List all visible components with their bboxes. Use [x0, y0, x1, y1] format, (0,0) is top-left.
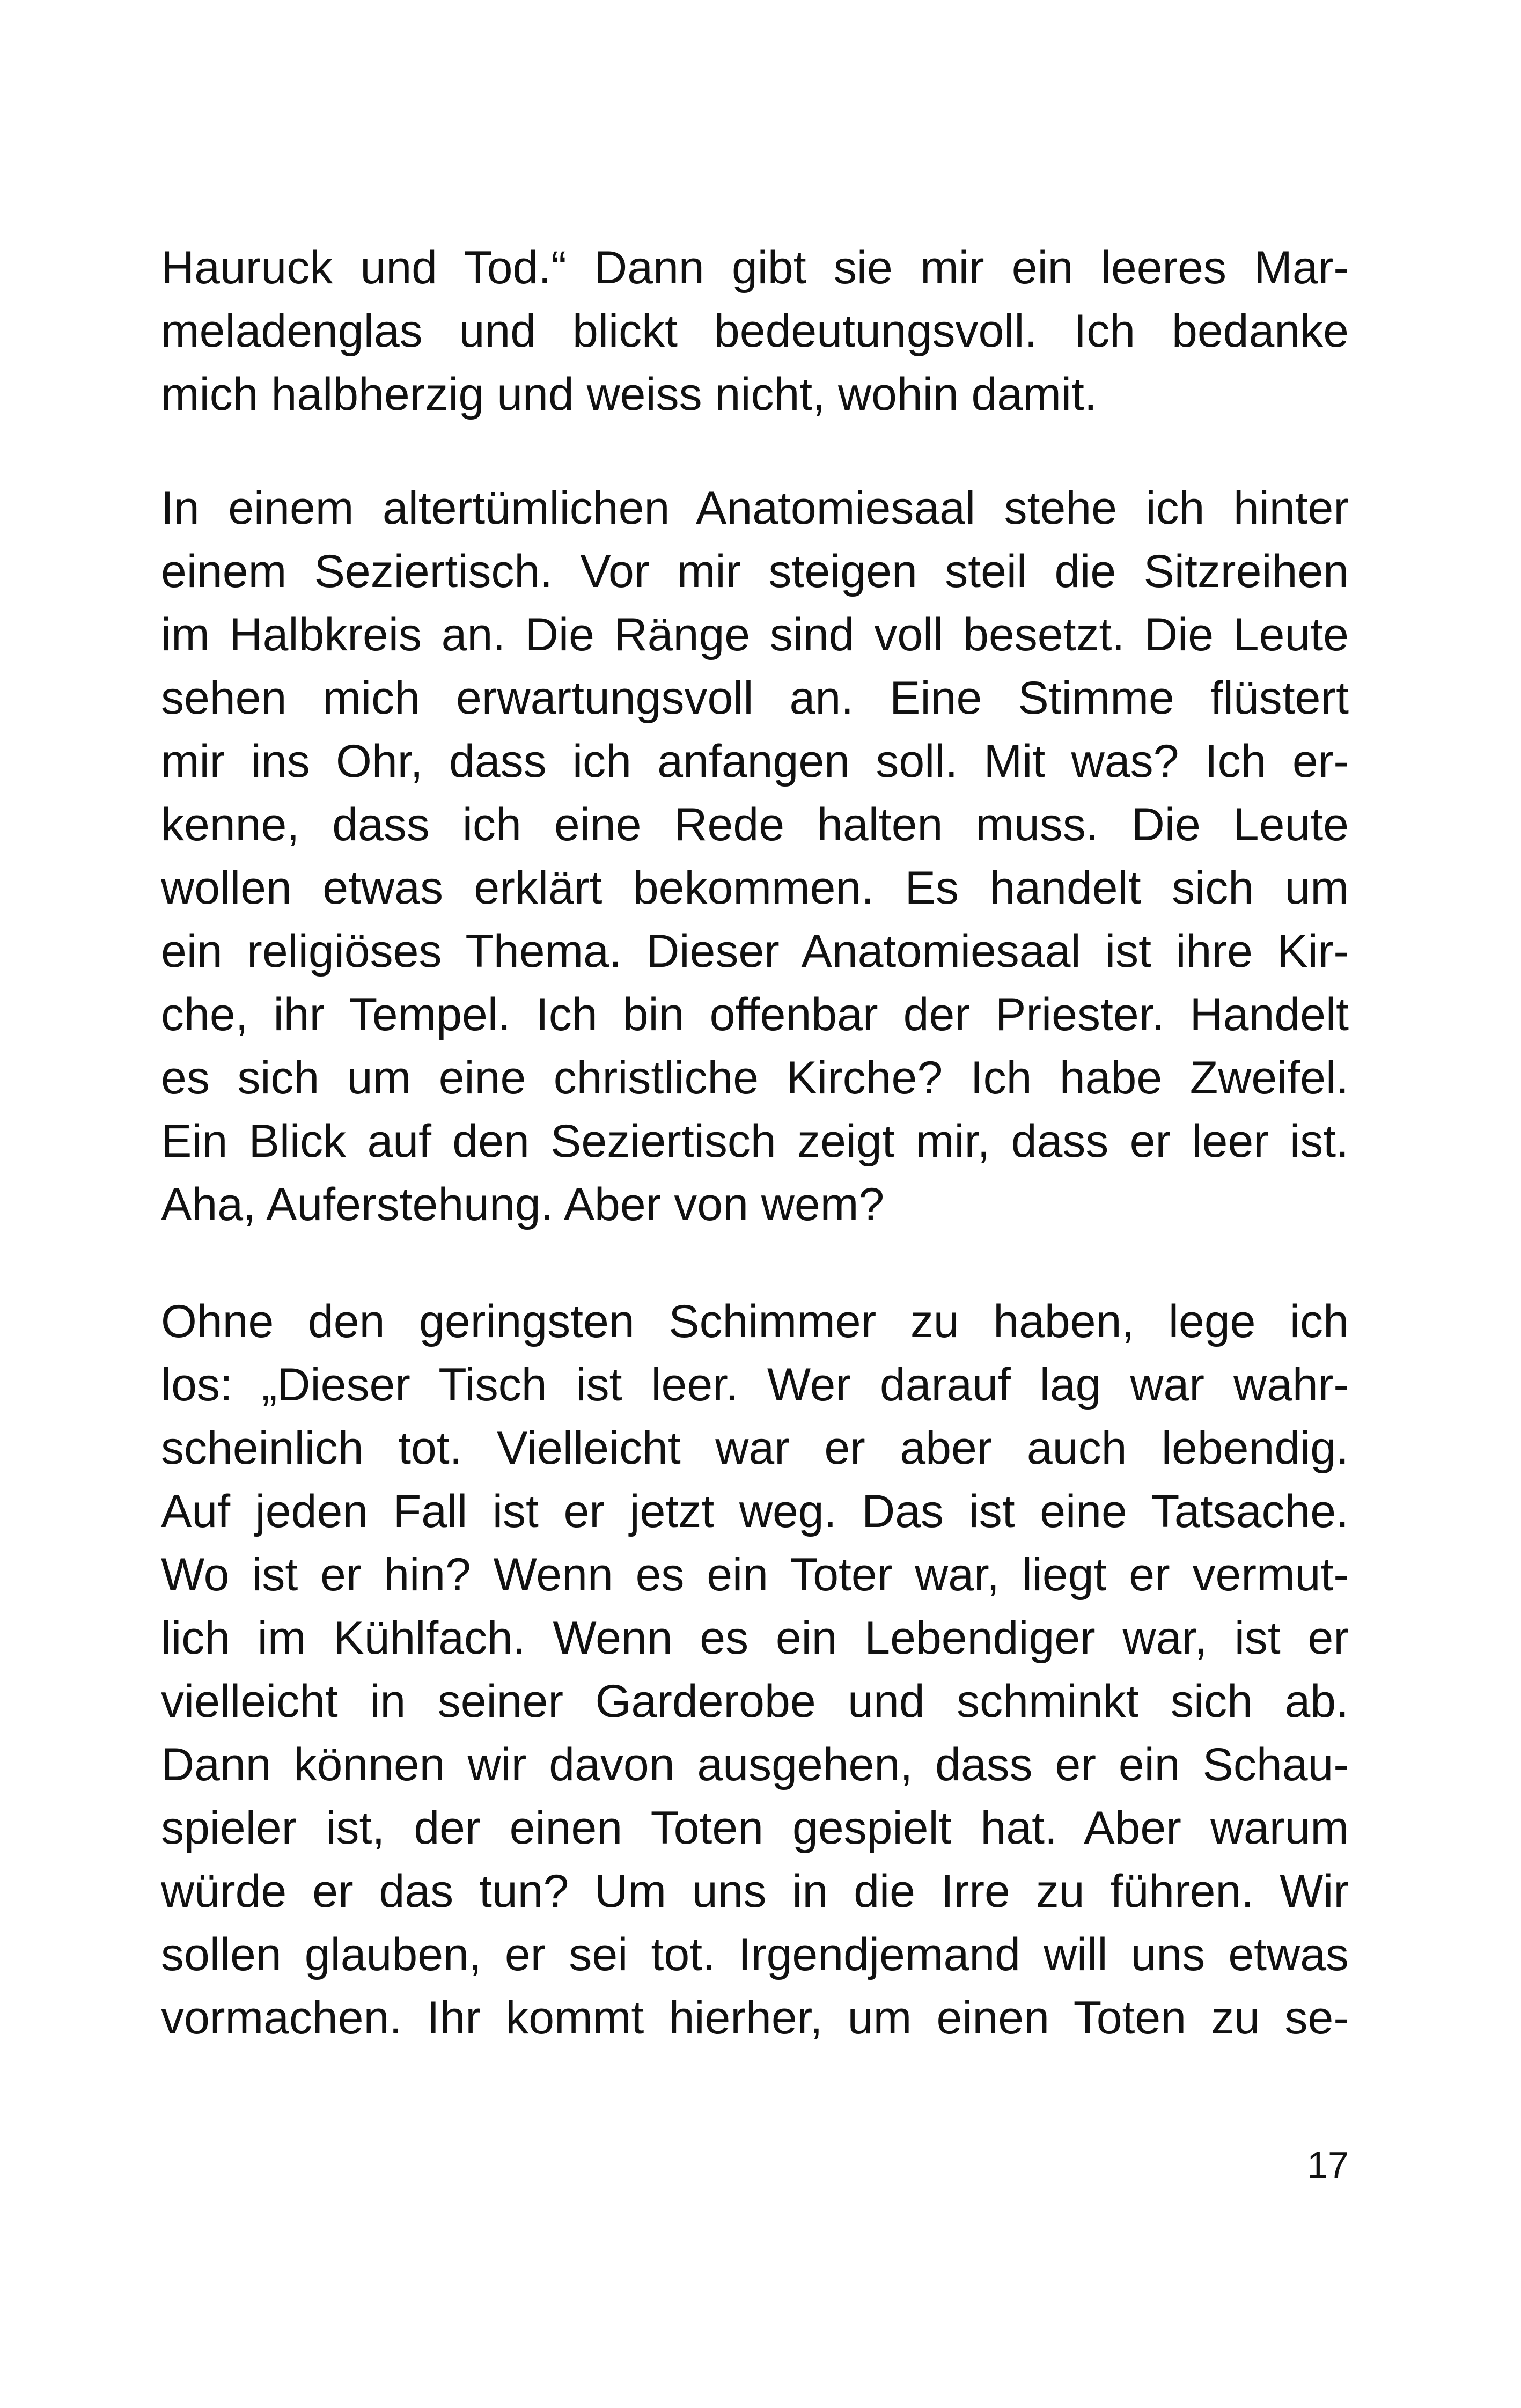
- text-line: würde er das tun? Um uns in die Irre zu führen. Wir: [161, 1866, 1349, 1917]
- text-line: In einem altertümlichen Anatomiesaal stehe ich hinter: [161, 482, 1349, 534]
- text-line: Wo ist er hin? Wenn es ein Toter war, liegt er vermut-: [161, 1549, 1349, 1601]
- text-line: scheinlich tot. Vielleicht war er aber auch lebendig.: [161, 1422, 1349, 1474]
- text-line: Ein Blick auf den Seziertisch zeigt mir, dass er leer ist.: [161, 1115, 1349, 1167]
- text-line: che, ihr Tempel. Ich bin offenbar der Priester. Handelt: [161, 989, 1349, 1040]
- text-line: lich im Kühlfach. Wenn es ein Lebendiger war, ist er: [161, 1612, 1349, 1664]
- text-line: meladenglas und blickt bedeutungsvoll. Ich bedanke: [161, 305, 1349, 357]
- text-line: kenne, dass ich eine Rede halten muss. Die Leute: [161, 799, 1349, 850]
- text-line: Aha, Auferstehung. Aber von wem?: [161, 1179, 885, 1230]
- text-line: ein religiöses Thema. Dieser Anatomiesaal ist ihre Kir-: [161, 926, 1349, 977]
- page-number: 17: [1307, 2144, 1349, 2186]
- text-line: spieler ist, der einen Toten gespielt hat. Aber warum: [161, 1802, 1349, 1854]
- text-line: wollen etwas erklärt bekommen. Es handelt sich um: [161, 862, 1349, 914]
- text-line: vielleicht in seiner Garderobe und schminkt sich ab.: [161, 1676, 1349, 1727]
- text-line: mir ins Ohr, dass ich anfangen soll. Mit was? Ich er-: [161, 736, 1349, 787]
- text-line: einem Seziertisch. Vor mir steigen steil die Sitzreihen: [161, 546, 1349, 597]
- text-line: mich halbherzig und weiss nicht, wohin damit.: [161, 369, 1097, 420]
- text-line: vormachen. Ihr kommt hierher, um einen Toten zu se-: [161, 1992, 1349, 2044]
- text-line: Hauruck und Tod.“ Dann gibt sie mir ein leeres Mar-: [161, 242, 1349, 293]
- text-line: sehen mich erwartungsvoll an. Eine Stimme flüstert: [161, 672, 1349, 724]
- text-line: Dann können wir davon ausgehen, dass er ein Schau-: [161, 1739, 1349, 1790]
- text-line: los: „Dieser Tisch ist leer. Wer darauf lag war wahr-: [161, 1359, 1349, 1411]
- text-line: Auf jeden Fall ist er jetzt weg. Das ist eine Tatsache.: [161, 1486, 1349, 1537]
- text-line: Ohne den geringsten Schimmer zu haben, lege ich: [161, 1296, 1349, 1347]
- text-line: es sich um eine christliche Kirche? Ich habe Zweifel.: [161, 1052, 1349, 1104]
- text-line: sollen glauben, er sei tot. Irgendjemand will uns etwas: [161, 1929, 1349, 1980]
- text-line: im Halbkreis an. Die Ränge sind voll besetzt. Die Leute: [161, 609, 1349, 660]
